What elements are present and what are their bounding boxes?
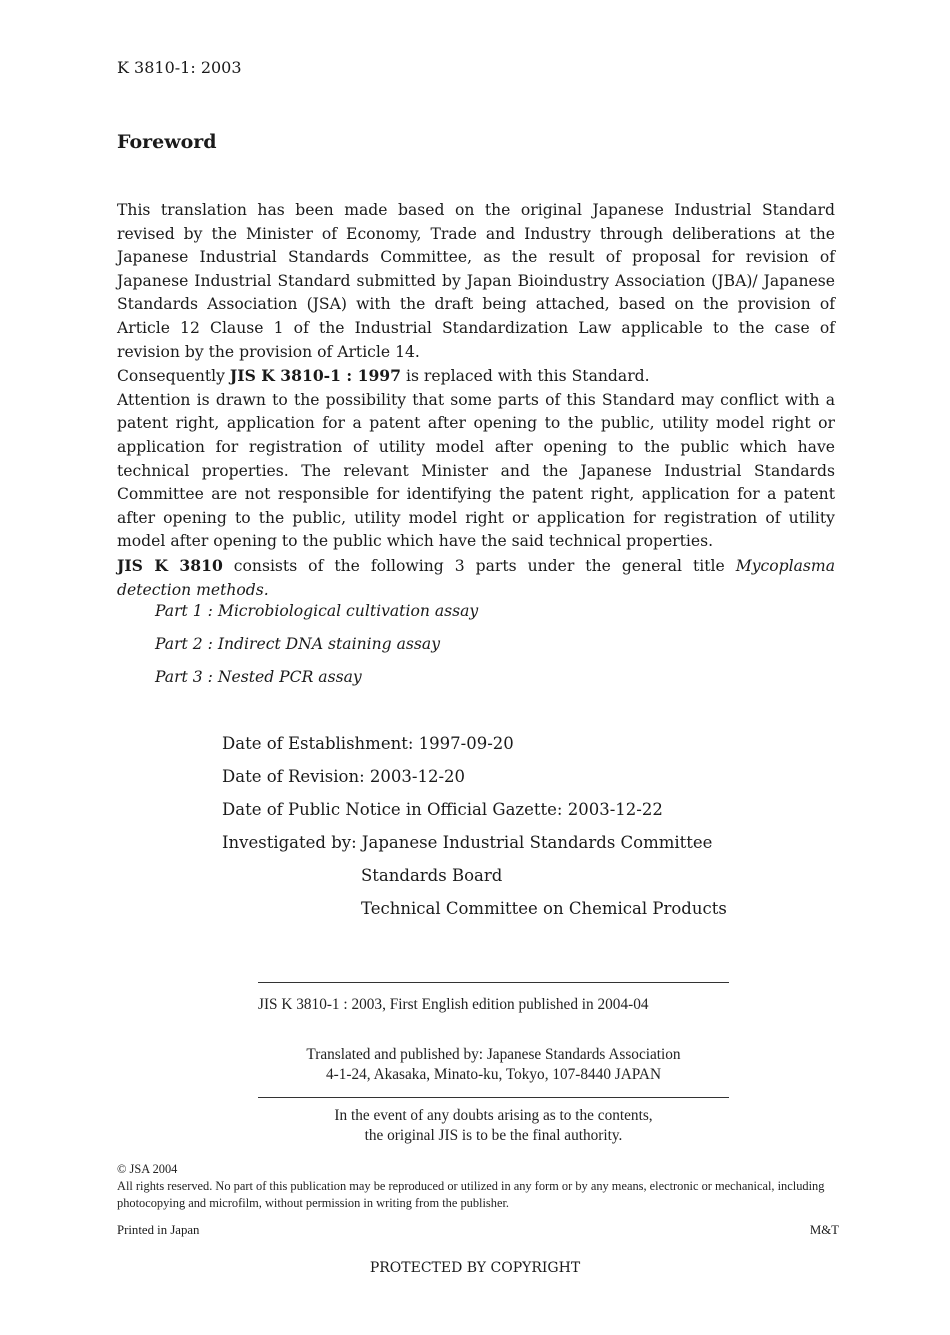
edition-line: JIS K 3810-1 : 2003, First English edition published in 2004-04 [258,996,649,1013]
foreword-body [117,199,835,602]
investigated-committee: Technical Committee on Chemical Products [361,899,727,918]
page-title: Foreword [117,131,217,153]
printed-in: Printed in Japan [117,1223,200,1237]
paragraph-replacement: Consequently JIS K 3810-1 : 1997 is replaced with this Standard. [117,366,650,386]
date-revision: Date of Revision: 2003-12-20 [222,767,466,786]
investigated-by: Investigated by: Japanese Industrial Standards Committee [222,833,713,852]
publisher-name: Translated and published by: Japanese Standards Association [306,1046,681,1063]
list-item: Part 2 : Indirect DNA staining assay [155,635,441,653]
date-establishment: Date of Establishment: 1997-09-20 [222,734,514,753]
jis-reference: JIS K 3810 [117,555,223,575]
jis-reference: JIS K 3810-1 : 1997 [229,366,402,386]
copyright-stamp: PROTECTED BY COPYRIGHT [369,1260,581,1276]
publisher-address: 4-1-24, Akasaka, Minato-ku, Tokyo, 107-8440 JAPAN [325,1066,662,1083]
divider [258,1097,729,1098]
printer-code: M&T [809,1223,839,1237]
authority-note: In the event of any doubts arising as to the contents, the original JIS is to be the final authority. [334,1107,653,1144]
general-title: Mycoplasma detection methods. [117,556,835,599]
document-id: K 3810-1: 2003 [117,58,242,77]
copyright-line: © JSA 2004 [117,1162,178,1176]
paragraph-patent: Attention is drawn to the possibility that some parts of this Standard may conflict with a patent right, application for a patent after opening to the public, utility model right or application for registration of utility model after opening to the public which have technical properties. The relevant Minister and the Japanese Industrial Standards Committee are not responsible for identifying the patent right, application for a patent after opening to the public, utility model right or application for registration of utility model after opening to the public which have the said technical properties. [117,390,835,551]
paragraph-revision: This translation has been made based on the original Japanese Industrial Standard revised by the Minister of Economy, Trade and Industry through deliberations at the Japanese Industrial Standards Committee, as the result of proposal for revision of Japanese Industrial Standard submitted by Japan Bioindustry Association (JBA)/ Japanese Standards Association (JSA) with the draft being attached, based on the provision of Article 12 Clause 1 of the Industrial Standardization Law applicable to the case of revision by the provision of Article 14. [117,201,835,361]
date-public-notice: Date of Public Notice in Official Gazette: 2003-12-22 [222,800,663,819]
dates-block [222,733,727,931]
list-item: Part 1 : Microbiological cultivation assay [155,602,479,620]
paragraph-parts: JIS K 3810 consists of the following 3 parts under the general title Mycoplasma detection methods. [117,555,835,599]
list-item: Part 3 : Nested PCR assay [155,668,362,686]
rights-statement: All rights reserved. No part of this publication may be reproduced or utilized in any form or by any means, electronic or mechanical, including photocopying and microfilm, without permission in writing from the publisher. [117,1179,825,1210]
copyright-notice [117,1161,839,1212]
print-footer [117,1223,839,1238]
divider [258,982,729,983]
investigated-board: Standards Board [361,866,503,885]
parts-list [155,600,478,699]
publisher-block [258,1045,729,1085]
